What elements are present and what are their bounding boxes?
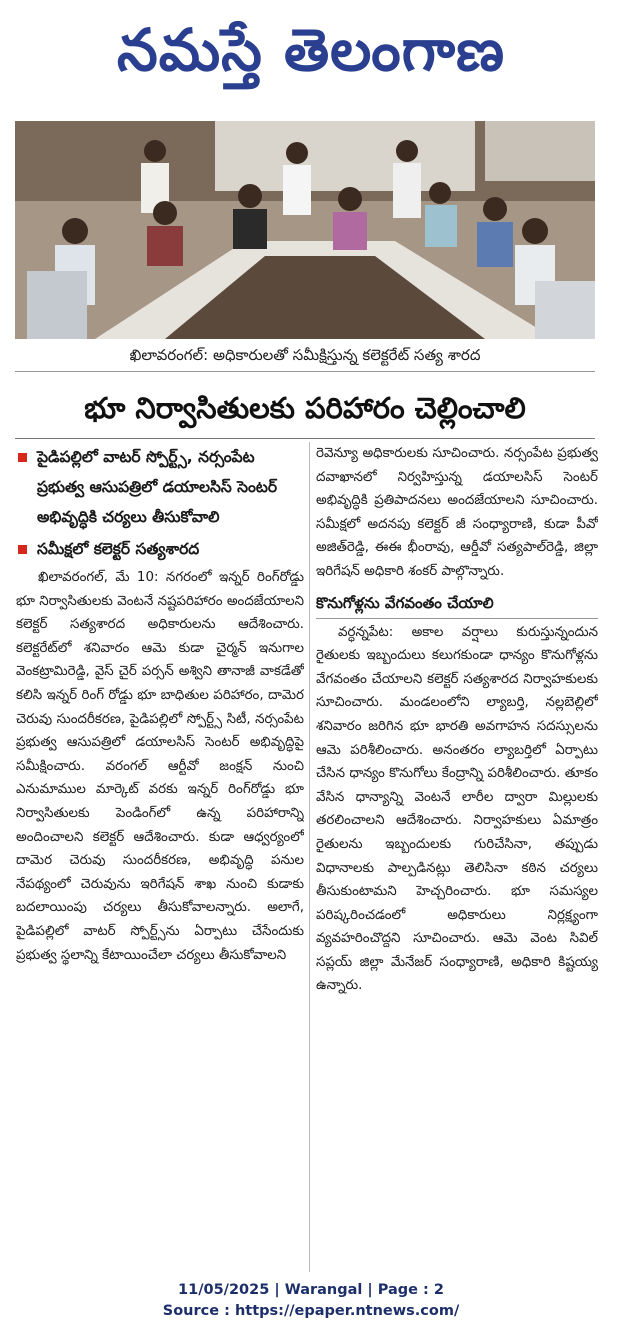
column-divider	[309, 442, 310, 1272]
masthead	[0, 0, 622, 105]
article-subheading: కొనుగోళ్లను వేగవంతం చేయాలి	[316, 588, 598, 619]
highlight-bullet	[16, 534, 304, 564]
masthead-title: నమస్తే తెలంగాణ	[117, 16, 505, 84]
footer-edition-info: 11/05/2025 | Warangal | Page : 2	[178, 1282, 444, 1298]
article-body-left: ఖిలావరంగల్‌, మే 10: నగరంలో ఇన్నర్‌ రింగ్‌రోడ్డు భూ నిర్వాసితులకు వెంటనే నష్టపరిహారం అందజేయాలని కలెక్టర్‌ సత్యశారద అధికారులను ఆదేశించారు. కలెక్టరేట్‌లో శనివారం ఆమె కుడా చైర్మన్‌ ఇనుగాల వెంకట్రామిరెడ్డి, వైస్‌ చైర్‌ పర్సన్‌ అశ్విని తానాజీ వాకడేతో కలిసి ఇన్నర్‌ రింగ్‌ రోడ్డు భూ బాధితుల పరిహారం, దామెర చెరువు సుందరీకరణ, పైడిపల్లిలో స్పోర్ట్స్‌ సిటీ, నర్సంపేట ప్రభుత్వ ఆసుపత్రిలో డయాలసిస్‌ సెంటర్‌ అభివృద్ధిపై సమీక్షించారు. వరంగల్‌ ఆర్టీవో జంక్షన్‌ నుంచి ఎనుమాముల మార్కెట్‌ వరకు ఇన్నర్‌ రింగ్‌రోడ్డు భూ నిర్వాసితులకు పెండింగ్‌లో ఉన్న పరిహారాన్ని అందించాలని కలెక్టర్‌ ఆదేశించారు. కుడా ఆధ్వర్యంలో దామెర చెరువు సుందరీకరణ, అభివృద్ధి పనుల నేపథ్యంలో చెరువును ఇరిగేషన్‌ శాఖ నుంచి కుడాకు బదలాయింపు చర్యలు తీసుకోవాలన్నారు. అలాగే, పైడిపల్లిలో వాటర్‌ స్పోర్ట్స్‌ను ఏర్పాటు చేసేందుకు ప్రభుత్వ స్థలాన్ని కేటాయించేలా చర్యలు తీసుకోవాలని	[16, 570, 304, 963]
article-headline: భూ నిర్వాసితులకు పరిహారం చెల్లించాలి	[84, 391, 526, 425]
article-body-right-2: వర్ధన్నపేట: అకాల వర్షాలు కురుస్తున్నందున రైతులకు ఇబ్బందులు కలుగకుండా ధాన్యం కొనుగోళ్లను వేగవంతం చేయాలని కలెక్టర్‌ సత్యశారద నిర్వాహకులకు సూచించారు. మండలంలోని ల్యాబర్తి, నల్లబెల్లిలో శనివారం జరిగిన భూ భారతి అవగాహన సదస్సులను ఆమె పరిశీలించారు. అనంతరం ల్యాబర్తిలో ఏర్పాటు చేసిన ధాన్యం కొనుగోలు కేంద్రాన్ని పరిశీలించారు. తూకం వేసిన ధాన్యాన్ని వెంటనే లారీల ద్వారా మిల్లులకు తరలించాలని ఆదేశించారు. నిర్వాహకులు ఏమాత్రం రైతులను ఇబ్బందులకు గురిచేసినా, తప్పుడు విధానాలకు పాల్పడినట్లు తెలిసినా కఠిన చర్యలు తీసుకుంటామని హెచ్చరించారు. భూ సమస్యల పరిష్కరించడంలో అధికారులు నిర్లక్ష్యంగా వ్యవహరించొద్దని సూచించారు. ఆమె వెంట సివిల్‌ సప్లయ్‌ జిల్లా మేనేజర్‌ సంధ్యారాణి, అధికారి కిష్టయ్య ఉన్నారు.	[316, 624, 598, 994]
highlight-bullet	[16, 442, 304, 532]
news-photo	[15, 121, 595, 339]
meeting-photo-illustration	[15, 121, 595, 339]
article-body-right-1: రెవెన్యూ అధికారులకు సూచించారు. నర్సంపేట ప్రభుత్వ దవాఖానలో నిర్వహిస్తున్న డయాలసిస్‌ సెంటర్‌ అభివృద్ధికి ప్రతిపాదనలు అందజేయాలని సూచించారు. సమీక్షలో అదనపు కలెక్టర్‌ జీ సంధ్యారాణి, కుడా పీవో అజిత్‌రెడ్డి, ఈఈ భీంరావు, ఆర్డీవో సత్యపాల్‌రెడ్డి, జిల్లా ఇరిగేషన్‌ అధికారి శంకర్‌ పాల్గొన్నారు.	[316, 446, 598, 579]
bullet-text: సమీక్షలో కలెక్టర్‌ సత్యశారద	[37, 540, 200, 558]
article-column-left	[16, 442, 304, 1272]
photo-caption: ఖిలావరంగల్‌: అధికారులతో సమీక్షిస్తున్న కలెక్టరేట్‌ సత్య శారద	[15, 339, 595, 372]
footer-source-link[interactable]: Source : https://epaper.ntnews.com/	[162, 1303, 460, 1319]
bullet-text: పైడిపల్లిలో వాటర్‌ స్పోర్ట్స్‌, నర్సంపేట ప్రభుత్వ ఆసుపత్రిలో డయాలసిస్‌ సెంటర్‌ అభివృద్ధికి చర్యలు తీసుకోవాలి	[37, 448, 278, 526]
headline-divider	[15, 438, 595, 439]
article-column-right	[316, 442, 598, 1272]
bullet-square-icon	[18, 545, 27, 554]
bullet-square-icon	[18, 453, 27, 462]
